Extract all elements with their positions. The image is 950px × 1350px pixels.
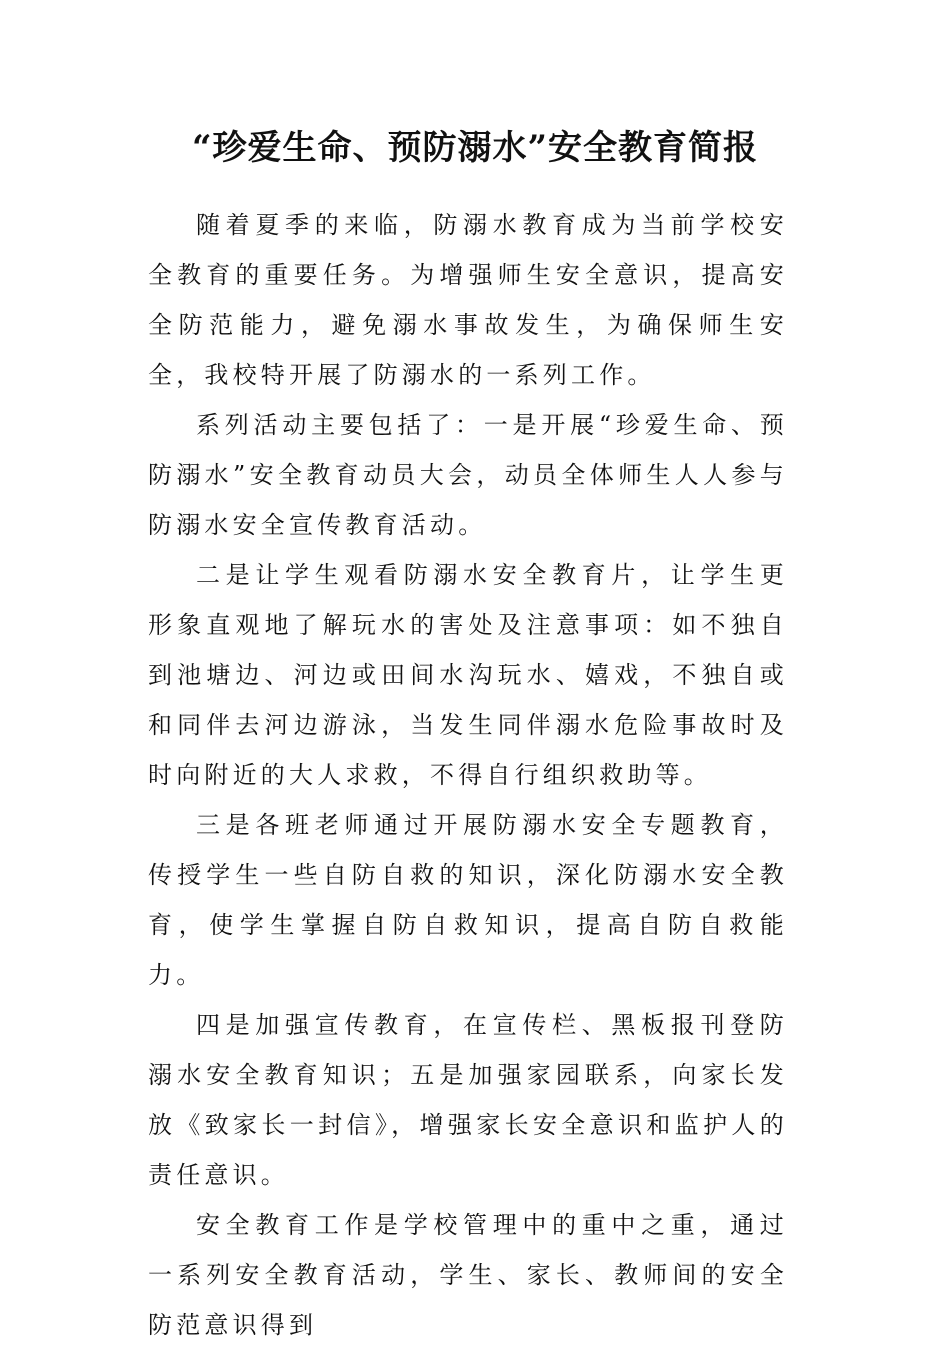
paragraph-activity-1: 系列活动主要包括了：一是开展“珍爱生命、预防溺水”安全教育动员大会，动员全体师生人人参与防溺水安全宣传教育活动。	[148, 411, 788, 539]
document-title: “珍爱生命、预防溺水”安全教育简报	[191, 128, 759, 168]
paragraph-activity-2: 二是让学生观看防溺水安全教育片，让学生更形象直观地了解玩水的害处及注意事项：如不独自到池塘边、河边或田间水沟玩水、嬉戏，不独自或和同伴去河边游泳，当发生同伴溺水危险事故时及时向附近的大人求救，不得自行组织救助等。	[148, 561, 788, 789]
paragraph-activity-4-5: 四是加强宣传教育，在宣传栏、黑板报刊登防溺水安全教育知识；五是加强家园联系，向家长发放《致家长一封信》，增强家长安全意识和监护人的责任意识。	[148, 1011, 788, 1189]
paragraph-conclusion: 安全教育工作是学校管理中的重中之重，通过一系列安全教育活动，学生、家长、教师间的安全防范意识得到	[148, 1211, 788, 1339]
document-body	[148, 200, 788, 1350]
paragraph-activity-3: 三是各班老师通过开展防溺水安全专题教育，传授学生一些自防自救的知识，深化防溺水安全教育，使学生掌握自防自救知识，提高自防自救能力。	[148, 811, 788, 989]
paragraph-intro: 随着夏季的来临，防溺水教育成为当前学校安全教育的重要任务。为增强师生安全意识，提高安全防范能力，避免溺水事故发生，为确保师生安全，我校特开展了防溺水的一系列工作。	[148, 211, 788, 389]
